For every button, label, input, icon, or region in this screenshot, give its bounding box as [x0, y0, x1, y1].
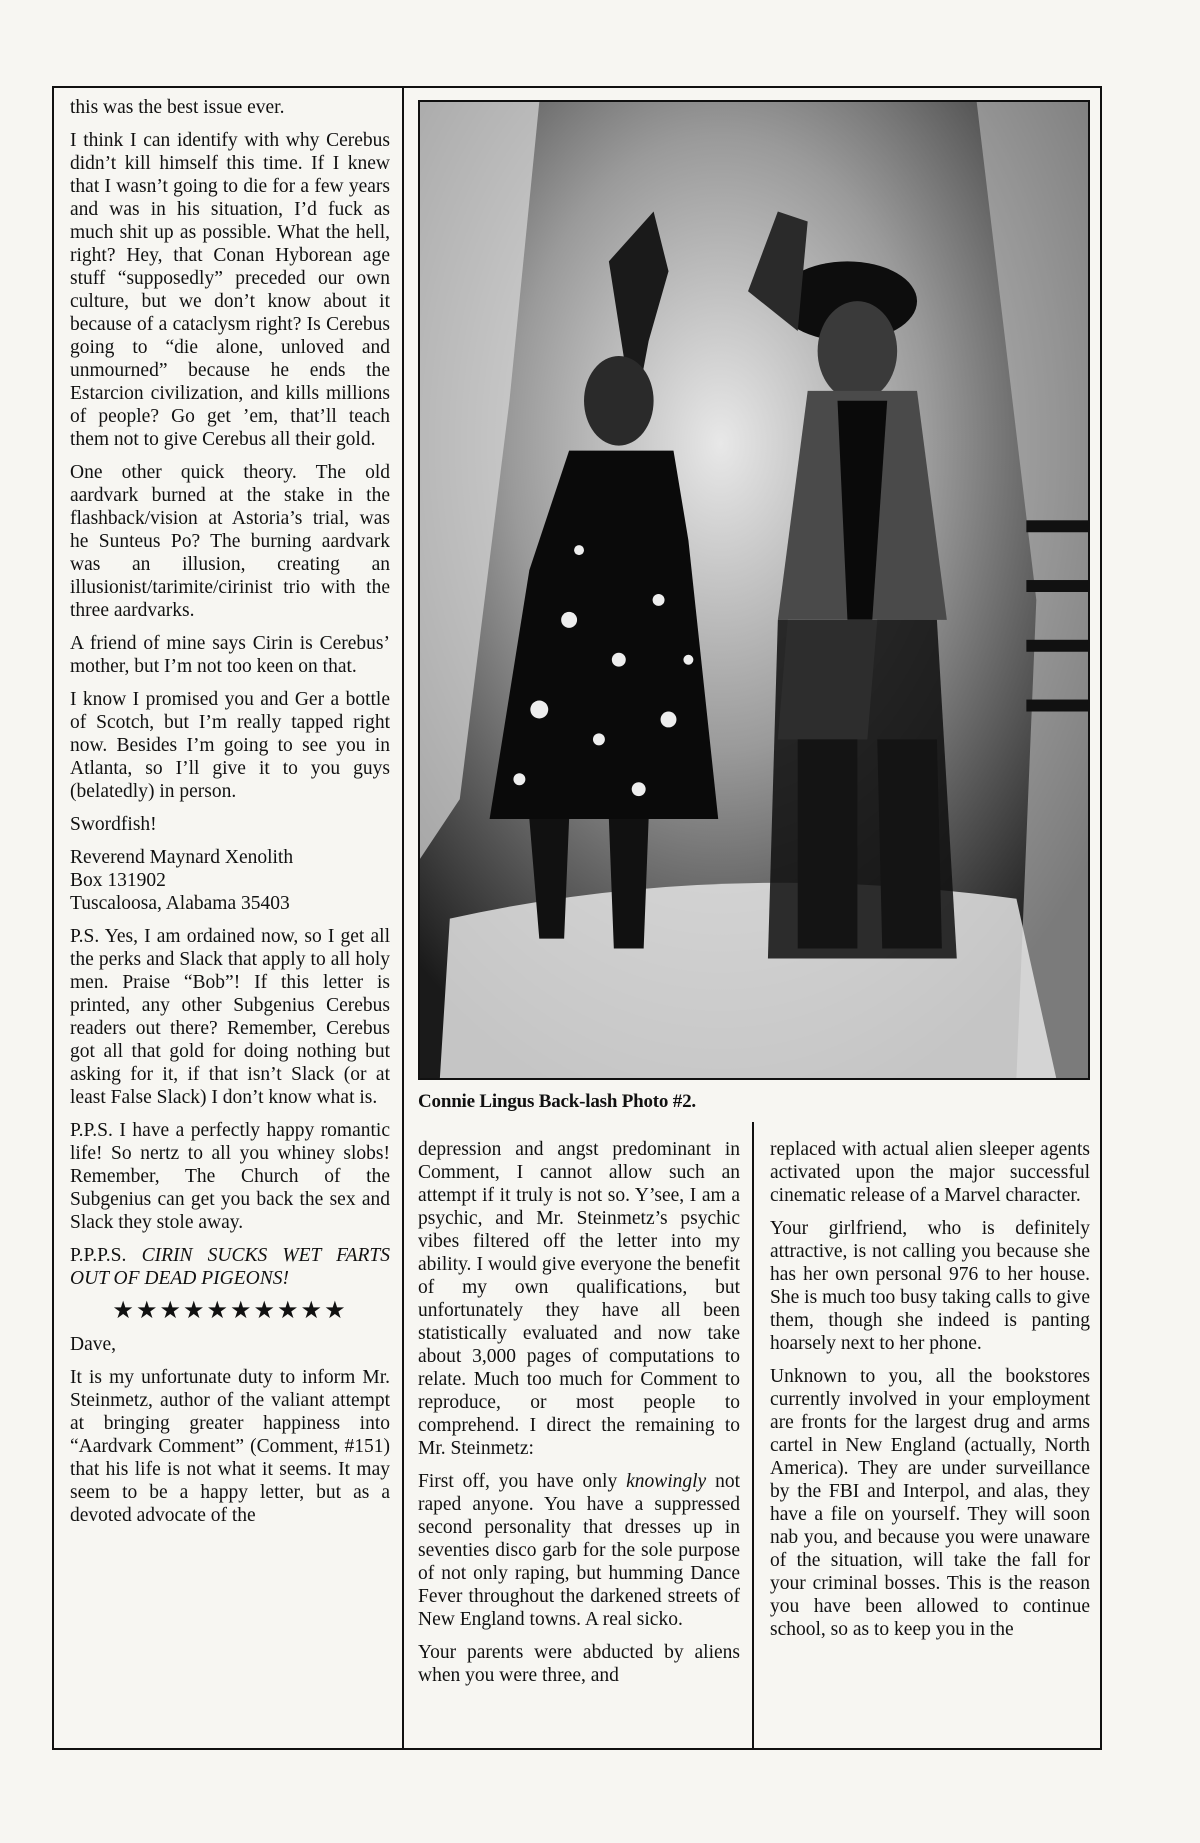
left-column	[70, 96, 390, 1537]
right-column	[770, 1138, 1090, 1651]
paragraph-text: First off, you have only	[418, 1471, 627, 1492]
photograph-icon	[420, 102, 1088, 1078]
letter-paragraph: One other quick theory. The old aardvark burned at the stake in the flashback/vision at Astoria’s trial, was he Sunteus Po? The burning aardvark was an illusion, creating an illusionist/tarimite/cirinist trio with the three aardvarks.	[70, 462, 390, 621]
letter-paragraph: It is my unfortunate duty to inform Mr. Steinmetz, author of the valiant attempt at bringing greater happiness into “Aardvark Comment” (Comment, #151) that his life is not what it seems. It may seem to be a happy letter, but as a devoted advocate of the	[70, 1367, 390, 1526]
column-rule-left	[402, 86, 404, 1750]
sign-off: Swordfish!	[70, 814, 157, 835]
column-rule-right	[752, 1122, 754, 1750]
letter-paragraph: Unknown to you, all the bookstores currently involved in your employment are fronts for the largest drug and arms cartel in New England (actually, North America). They are under surveillance by the FBI and Interpol, and alas, they have a file on yourself. They will soon nab you, and because you were unaware of the situation, will take the fall for your criminal bosses. This is the reason you have been allowed to continue school, so as to keep you in the	[770, 1366, 1090, 1640]
letter-paragraph: I know I promised you and Ger a bottle of Scotch, but I’m really tapped right now. Besides I’m going to see you in Atlanta, so I’ll give it to you guys (belatedly) in person.	[70, 689, 390, 802]
signature-city: Tuscaloosa, Alabama 35403	[70, 893, 290, 914]
emphasis-text: knowingly	[626, 1471, 707, 1492]
salutation: Dave,	[70, 1334, 117, 1355]
postscript: P.S. Yes, I am ordained now, so I get all the perks and Slack that apply to all holy men. Praise “Bob”! If this letter is printed, any other Subgenius Cerebus readers out there? Remember, Cerebus got all that gold for doing nothing but asking for it, if that isn’t Slack (or at least False Slack) I don’t know what is.	[70, 926, 390, 1108]
signature-box: Box 131902	[70, 870, 166, 891]
postscript-3-text: CIRIN SUCKS WET FARTS OUT OF DEAD PIGEONS!	[70, 1245, 390, 1289]
postscript-3	[70, 1244, 390, 1290]
star-divider: ★★★★★★★★★★	[112, 1298, 348, 1324]
signature-name: Reverend Maynard Xenolith	[70, 847, 294, 868]
paragraph-text: not raped anyone. You have a suppressed second personality that dresses up in seventies disco garb for the sole purpose of not only raping, but humming Dance Fever throughout the darkened streets of New England towns. A real sicko.	[418, 1471, 740, 1630]
letter-paragraph: Your girlfriend, who is definitely attractive, is not calling you because she has her own personal 976 to her house. She is much too busy taking calls to give them, though she indeed is panting hoarsely next to her phone.	[770, 1218, 1090, 1354]
letter-paragraph: depression and angst predominant in Comment, I cannot allow such an attempt if it truly is not so. Y’see, I am a psychic, and Mr. Steinmetz’s psychic vibes filtered off the letter into my ability. I would give everyone the benefit of my own qualifications, but unfortunately they have all been statistically evaluated and now take about 3,000 pages of computations to relate. Much too much for Comment to reproduce, or most people to comprehend. I direct the remaining to Mr. Steinmetz:	[418, 1139, 740, 1459]
letter-paragraph: I think I can identify with why Cerebus didn’t kill himself this time. If I knew that I wasn’t going to die for a few years and was in his situation, I’d fuck as much shit up as possible. What the hell, right? Hey, that Conan Hyborean age stuff “supposedly” preceded our own culture, but we don’t know about it because of a cataclysm right? Is Cerebus going to “die alone, unloved and unmourned” because he ends the Estarcion civilization, and kills millions of people? Go get ’em, that’ll teach them not to give Cerebus all their gold.	[70, 130, 390, 450]
letter-paragraph: replaced with actual alien sleeper agents activated upon the major successful cinematic release of a Marvel character.	[770, 1139, 1090, 1206]
letter-paragraph: Your parents were abducted by aliens when you were three, and	[418, 1642, 740, 1686]
signature-block	[70, 846, 390, 915]
letter-paragraph: this was the best issue ever.	[70, 97, 285, 118]
photo-caption: Connie Lingus Back-lash Photo #2.	[418, 1091, 696, 1112]
postscript-2: P.P.S. I have a perfectly happy romantic life! So nertz to all you whiney slobs! Remember, The Church of the Subgenius can get you back the sex and Slack they stole away.	[70, 1120, 390, 1233]
middle-column	[418, 1138, 740, 1697]
photograph	[418, 100, 1090, 1080]
letter-paragraph	[418, 1470, 740, 1631]
letter-paragraph: A friend of mine says Cirin is Cerebus’ mother, but I’m not too keen on that.	[70, 633, 390, 677]
postscript-3-label: P.P.P.S.	[70, 1245, 127, 1266]
